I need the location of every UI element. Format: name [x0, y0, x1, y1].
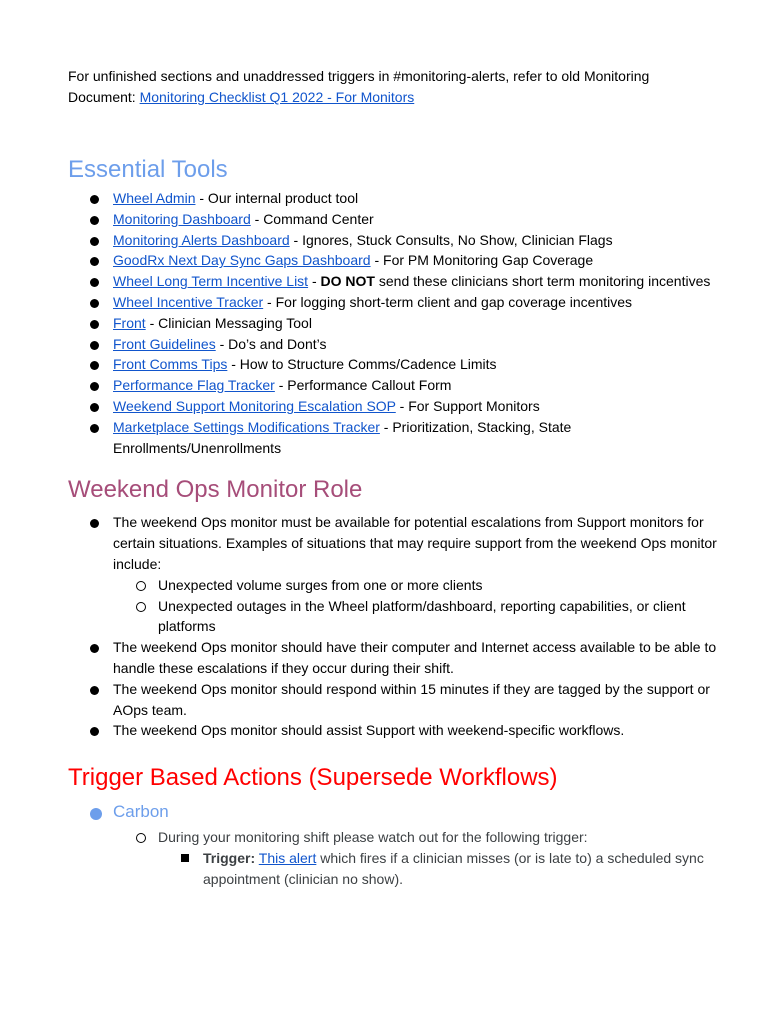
tool-description: - How to Structure Comms/Cadence Limits — [227, 356, 497, 373]
bullet-icon — [90, 686, 99, 695]
role-item-text: The weekend Ops monitor must be available for potential escalations from Support monitors for certain situations. Examples of situations that may require support from the weekend Ops monitor include: — [113, 514, 717, 572]
hollow-bullet-icon — [136, 602, 146, 612]
intro-paragraph — [68, 66, 718, 108]
monitoring-alerts-dashboard-link[interactable]: Monitoring Alerts Dashboard — [113, 231, 290, 248]
bullet-icon — [90, 341, 99, 350]
carbon-label: Carbon — [113, 802, 169, 822]
list-item — [68, 512, 718, 637]
this-alert-link[interactable]: This alert — [258, 850, 317, 867]
bullet-icon — [90, 299, 99, 308]
goodrx-sync-gaps-dashboard-link[interactable]: GoodRx Next Day Sync Gaps Dashboard — [113, 252, 371, 269]
tool-description: - For Support Monitors — [395, 397, 540, 414]
bullet-icon — [90, 361, 99, 370]
monitoring-dashboard-link[interactable]: Monitoring Dashboard — [113, 210, 251, 227]
list-item — [68, 250, 718, 271]
tool-description: - Command Center — [250, 210, 374, 227]
wheel-admin-link[interactable]: Wheel Admin — [113, 190, 196, 206]
bullet-icon — [90, 519, 99, 528]
sublist-item-text: Unexpected volume surges from one or more clients — [158, 576, 483, 593]
trigger-label: Trigger: — [203, 850, 256, 867]
monitoring-checklist-link[interactable]: Monitoring Checklist Q1 2022 - For Monitors — [139, 89, 415, 105]
trigger-description: which fires if a clinician misses (or is late to) a scheduled sync appointment (clinician no show). — [203, 850, 704, 888]
list-item — [68, 230, 718, 251]
front-link[interactable]: Front — [113, 314, 146, 331]
essential-tools-list — [68, 188, 718, 458]
essential-tools-heading: Essential Tools — [68, 156, 228, 183]
bullet-icon — [90, 424, 99, 433]
front-guidelines-link[interactable]: Front Guidelines — [113, 335, 216, 352]
list-item — [68, 354, 718, 375]
bullet-icon — [90, 382, 99, 391]
bullet-icon — [90, 727, 99, 736]
list-item — [68, 292, 718, 313]
bullet-icon — [90, 216, 99, 225]
list-item — [68, 637, 718, 679]
marketplace-settings-tracker-link[interactable]: Marketplace Settings Modifications Tracker — [113, 418, 380, 435]
performance-flag-tracker-link[interactable]: Performance Flag Tracker — [113, 377, 275, 394]
tool-description: - Performance Callout Form — [274, 377, 452, 394]
situations-sublist — [113, 575, 718, 637]
list-item — [68, 188, 718, 209]
trigger-sublist — [158, 848, 718, 890]
role-item-text: The weekend Ops monitor should have their computer and Internet access available to be able to handle these escalations if they occur during their shift. — [113, 639, 717, 676]
long-term-incentive-list-link[interactable]: Wheel Long Term Incentive List — [113, 273, 309, 290]
bullet-icon — [90, 808, 102, 820]
list-item — [68, 271, 718, 292]
document-page — [68, 66, 718, 890]
tool-description: - Clinician Messaging Tool — [145, 314, 312, 331]
sublist-item — [113, 575, 718, 596]
tool-description: - For PM Monitoring Gap Coverage — [370, 252, 594, 269]
intro-text: For unfinished sections and unaddressed triggers in #monitoring-alerts, refer to old Monitoring Document: — [68, 68, 650, 105]
front-comms-tips-link[interactable]: Front Comms Tips — [113, 356, 228, 373]
bullet-icon — [90, 237, 99, 246]
list-item — [68, 679, 718, 721]
hollow-bullet-icon — [136, 833, 146, 843]
do-not-emphasis: DO NOT — [320, 273, 375, 290]
bullet-icon — [90, 644, 99, 653]
carbon-list-item — [68, 800, 718, 890]
list-item — [68, 313, 718, 334]
bullet-icon — [90, 195, 99, 204]
list-item — [68, 334, 718, 355]
list-item — [68, 209, 718, 230]
role-item-text: The weekend Ops monitor should respond within 15 minutes if they are tagged by the support or AOps team. — [113, 680, 710, 718]
square-bullet-icon — [181, 854, 189, 862]
sublist-item — [113, 596, 718, 638]
tool-description: - Prioritization, Stacking, State Enrollments/Unenrollments — [113, 418, 572, 456]
tool-description: - Our internal product tool — [195, 190, 359, 206]
tool-description: - Do’s and Dont’s — [215, 335, 327, 352]
trigger-actions-heading: Trigger Based Actions (Supersede Workflows) — [68, 764, 558, 792]
bullet-icon — [90, 403, 99, 412]
tool-description-prefix: - — [308, 273, 321, 290]
sublist-item — [113, 827, 718, 890]
carbon-sublist — [113, 827, 718, 890]
incentive-tracker-link[interactable]: Wheel Incentive Tracker — [113, 293, 264, 310]
list-item — [68, 720, 718, 741]
bullet-icon — [90, 257, 99, 266]
sublist-item-text: Unexpected outages in the Wheel platform/dashboard, reporting capabilities, or client platforms — [158, 597, 686, 635]
sublist-item-text: During your monitoring shift please watch out for the following trigger: — [158, 829, 588, 846]
role-item-text: The weekend Ops monitor should assist Support with weekend-specific workflows. — [113, 722, 625, 739]
weekend-ops-role-heading: Weekend Ops Monitor Role — [68, 476, 363, 504]
tool-description: - For logging short-term client and gap coverage incentives — [263, 293, 633, 310]
hollow-bullet-icon — [136, 581, 146, 591]
list-item — [68, 417, 718, 459]
tool-description: - Ignores, Stuck Consults, No Show, Clinician Flags — [289, 231, 613, 248]
weekend-role-list — [68, 512, 718, 741]
list-item — [68, 396, 718, 417]
bullet-icon — [90, 278, 99, 287]
trigger-list — [68, 800, 718, 890]
trigger-item — [158, 848, 718, 890]
weekend-support-escalation-sop-link[interactable]: Weekend Support Monitoring Escalation SOP — [113, 397, 396, 414]
list-item — [68, 375, 718, 396]
bullet-icon — [90, 320, 99, 329]
tool-description: send these clinicians short term monitoring incentives — [374, 273, 711, 290]
